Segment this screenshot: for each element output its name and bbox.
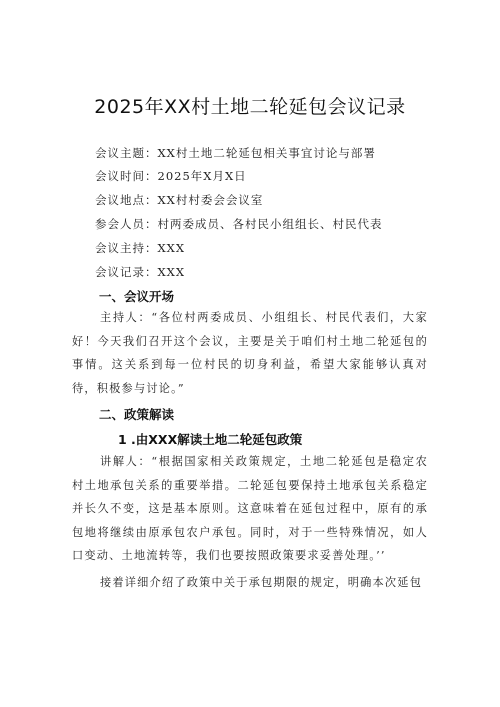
subsection-heading-policy: 1 .由XXX解读土地二轮延包政策: [118, 432, 303, 447]
document-title: 2025年XX村土地二轮延包会议记录: [94, 96, 406, 118]
policy-paragraph: 讲解人：“根据国家相关政策规定，土地二轮延包是稳定农村土地承包关系的重要举措。二轮延包要保持土地承包关系稳定并长久不变，这是基本原则。这意味着在延包过程中，原有的承包地将继续由原承包农户承包。同时，对于一些特殊情况，如人口变动、土地流转等，我们也要按照政策要求妥善处理。’’: [72, 455, 428, 562]
section-heading-policy: 二、政策解读: [99, 407, 175, 422]
continuation-paragraph: 接着详细介绍了政策中关于承包期限的规定，明确本次延包: [100, 576, 423, 589]
opening-paragraph: 主持人：“各位村两委成员、小组组长、村民代表们，大家好！今天我们召开这个会议，主要是关于咱们村土地二轮延包的事情。这关系到每一位村民的切身利益，希望大家能够认真对待，积极参与讨论。”: [72, 311, 428, 395]
section-heading-opening: 一、会议开场: [99, 289, 175, 304]
meeting-host: 会议主持：XXX: [95, 241, 186, 255]
meeting-attendees: 参会人员：村两委成员、各村民小组组长、村民代表: [95, 217, 383, 231]
meeting-location: 会议地点：XX村村委会会议室: [95, 193, 264, 207]
meeting-recorder: 会议记录：XXX: [95, 265, 186, 279]
meeting-time: 会议时间：2025年X月X日: [95, 169, 247, 183]
meeting-topic: 会议主题：XX村土地二轮延包相关事宜讨论与部署: [95, 146, 376, 160]
